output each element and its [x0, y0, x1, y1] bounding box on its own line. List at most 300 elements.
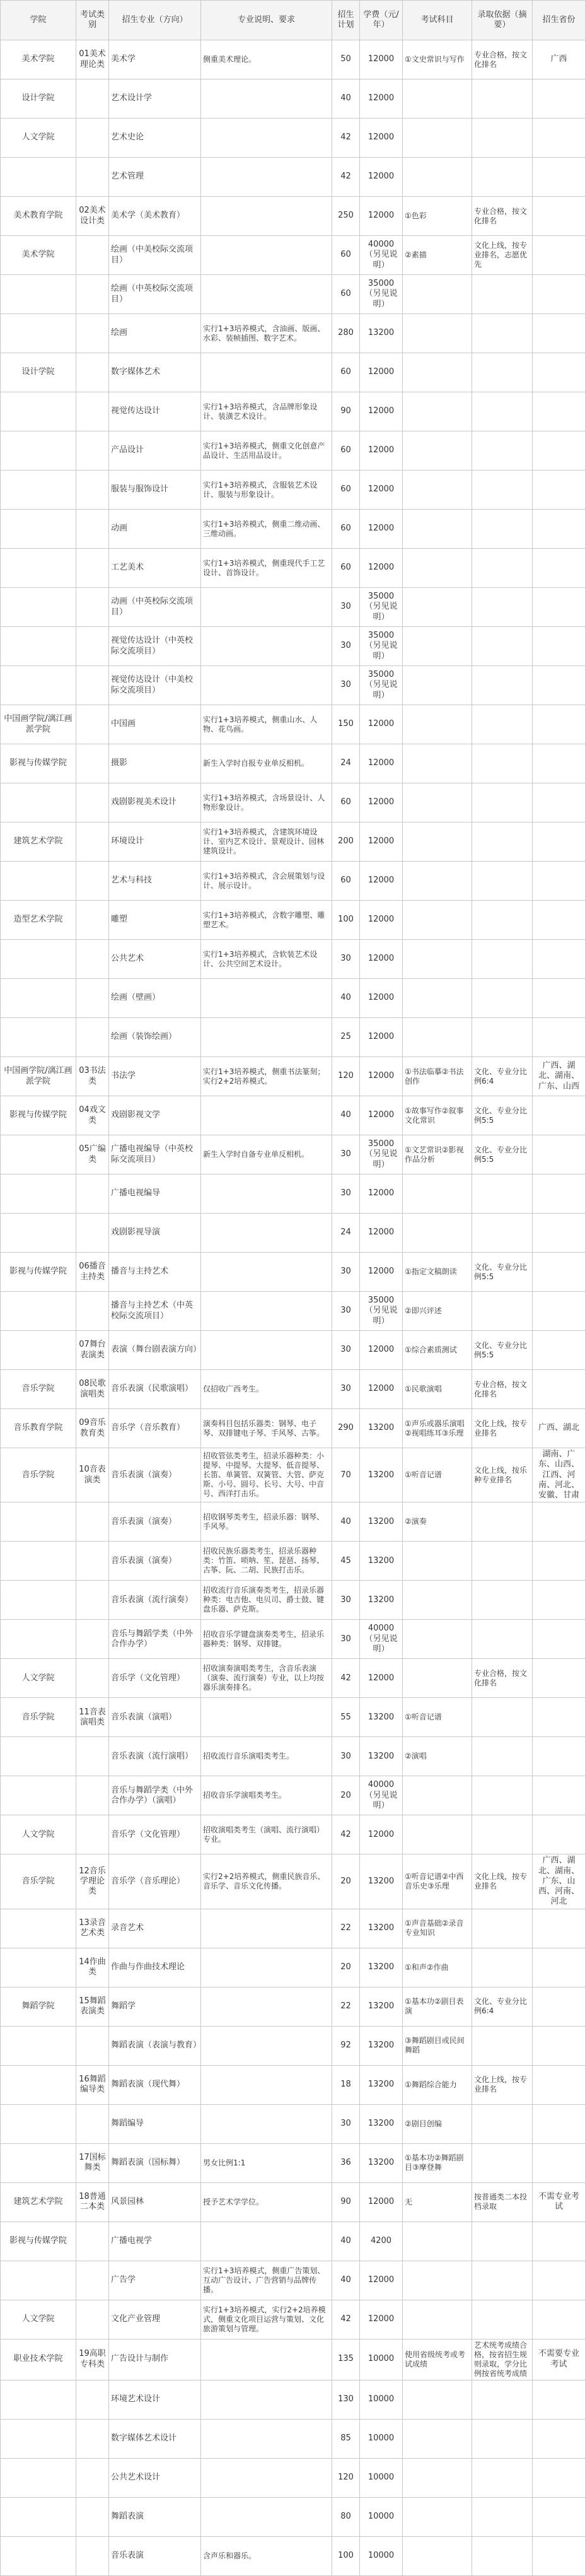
table-row [1, 1502, 585, 1542]
description-cell: 实行1+3培养模式，含服装艺术设计、服装与形象设计。 [201, 471, 332, 510]
table-row [1, 2182, 585, 2222]
description-cell [201, 979, 332, 1018]
provinces-cell: 广西、湖北 [533, 1409, 585, 1448]
tuition-cell: 12000 [360, 1331, 403, 1370]
table-row [1, 2143, 585, 2182]
exam-category-cell [76, 2104, 109, 2143]
major-cell: 雕塑 [109, 901, 201, 940]
exam-category-cell [76, 2419, 109, 2458]
admission-basis-cell [472, 979, 533, 1018]
exam-subjects-cell [403, 1776, 472, 1815]
provinces-cell [533, 1698, 585, 1737]
college-cell [1, 1776, 76, 1815]
table-row [1, 1409, 585, 1448]
exam-category-cell [76, 2380, 109, 2419]
admission-basis-cell [472, 744, 533, 783]
exam-category-cell [76, 510, 109, 549]
provinces-cell [533, 744, 585, 783]
header-cell: 专业说明、要求 [201, 1, 332, 40]
exam-subjects-cell: ①声乐或器乐演唱②视唱练耳③乐理 [403, 1409, 472, 1448]
tuition-cell: 12000 [360, 940, 403, 979]
college-cell: 音乐学院 [1, 1854, 76, 1909]
tuition-cell: 12000 [360, 1815, 403, 1854]
table-row [1, 1698, 585, 1737]
admission-basis-cell: 按普通类二本投档录取 [472, 2182, 533, 2222]
college-cell [1, 2143, 76, 2182]
major-cell: 环境艺术设计 [109, 2380, 201, 2419]
major-cell: 绘画（中英校际交流项目） [109, 275, 201, 314]
admission-basis-cell: 文化、专业分比例6:4 [472, 1057, 533, 1096]
tuition-cell: 40000（另见说明） [360, 1776, 403, 1815]
exam-subjects-cell [403, 510, 472, 549]
tuition-cell: 12000 [360, 119, 403, 158]
provinces-cell [533, 1542, 585, 1581]
tuition-cell: 13200 [360, 2104, 403, 2143]
provinces-cell [533, 2497, 585, 2536]
college-cell [1, 1174, 76, 1214]
table-row [1, 1542, 585, 1581]
major-cell: 美术学（美术教育） [109, 197, 201, 236]
college-cell: 人文学院 [1, 1659, 76, 1698]
description-cell [201, 588, 332, 627]
plan-cell: 30 [332, 1620, 360, 1659]
exam-category-cell [76, 744, 109, 783]
description-cell [201, 666, 332, 705]
table-row [1, 1620, 585, 1659]
exam-category-cell [76, 1581, 109, 1620]
plan-cell: 50 [332, 40, 360, 79]
admission-basis-cell [472, 1737, 533, 1776]
college-cell: 音乐教育学院 [1, 1409, 76, 1448]
college-cell: 设计学院 [1, 353, 76, 392]
college-cell: 建筑艺术学院 [1, 823, 76, 862]
table-row [1, 2300, 585, 2339]
admission-basis-cell [472, 1776, 533, 1815]
exam-subjects-cell: ①书法临摹②书法创作 [403, 1057, 472, 1096]
provinces-cell [533, 2104, 585, 2143]
provinces-cell [533, 1331, 585, 1370]
exam-category-cell: 17国标舞类 [76, 2143, 109, 2182]
exam-subjects-cell [403, 549, 472, 588]
provinces-cell [533, 431, 585, 471]
major-cell: 音乐表演（民歌演唱） [109, 1370, 201, 1409]
plan-cell: 30 [332, 1253, 360, 1292]
provinces-cell: 不需专业考试 [533, 2182, 585, 2222]
table-row [1, 862, 585, 901]
college-cell [1, 1135, 76, 1174]
description-cell: 实行1+3培养模式，侧重现代手工艺设计、首饰设计。 [201, 549, 332, 588]
table-row [1, 2339, 585, 2380]
description-cell: 招收演奏演唱类考生，含音乐表演（演奏、流行演奏）专业，以上均按器乐演奏排名。 [201, 1659, 332, 1698]
major-cell: 音乐表演（演奏） [109, 1502, 201, 1542]
major-cell: 音乐表演（流行演奏） [109, 1581, 201, 1620]
description-cell [201, 1987, 332, 2026]
exam-subjects-cell: ①指定文稿朗读 [403, 1253, 472, 1292]
tuition-cell: 13200 [360, 1737, 403, 1776]
exam-subjects-cell: ②演唱 [403, 1737, 472, 1776]
major-cell: 作曲与作曲技术理论 [109, 1948, 201, 1987]
tuition-cell: 12000 [360, 471, 403, 510]
description-cell [201, 2065, 332, 2104]
description-cell [201, 1331, 332, 1370]
tuition-cell: 13200 [360, 2143, 403, 2182]
plan-cell: 290 [332, 1409, 360, 1448]
exam-subjects-cell: ①综合素质测试 [403, 1331, 472, 1370]
exam-category-cell [76, 979, 109, 1018]
table-row [1, 744, 585, 783]
exam-subjects-cell: ①文艺常识②影视作品分析 [403, 1135, 472, 1174]
plan-cell: 60 [332, 431, 360, 471]
exam-subjects-cell: ①舞蹈综合能力 [403, 2065, 472, 2104]
exam-subjects-cell: ②即兴评述 [403, 1292, 472, 1331]
description-cell [201, 236, 332, 275]
tuition-cell: 12000 [360, 1057, 403, 1096]
provinces-cell [533, 862, 585, 901]
exam-category-cell [76, 2300, 109, 2339]
plan-cell: 20 [332, 1776, 360, 1815]
provinces-cell [533, 979, 585, 1018]
plan-cell: 30 [332, 1331, 360, 1370]
college-cell [1, 471, 76, 510]
exam-subjects-cell [403, 1581, 472, 1620]
table-row [1, 1214, 585, 1253]
major-cell: 舞蹈表演（国标舞） [109, 2143, 201, 2182]
provinces-cell [533, 2222, 585, 2261]
admission-basis-cell [472, 549, 533, 588]
admission-basis-cell: 文化上线，按专业排名 [472, 1854, 533, 1909]
major-cell: 广告设计与制作 [109, 2339, 201, 2380]
exam-subjects-cell [403, 823, 472, 862]
admission-basis-cell: 文化上线，按专业排名，志愿优先 [472, 236, 533, 275]
exam-category-cell [76, 1174, 109, 1214]
college-cell [1, 979, 76, 1018]
admission-basis-cell [472, 510, 533, 549]
tuition-cell: 13200 [360, 1909, 403, 1948]
college-cell [1, 862, 76, 901]
header-cell: 学院 [1, 1, 76, 40]
college-cell: 人文学院 [1, 2300, 76, 2339]
major-cell: 戏剧影视美术设计 [109, 783, 201, 823]
college-cell [1, 2026, 76, 2065]
tuition-cell: 10000 [360, 2419, 403, 2458]
admission-basis-cell [472, 2458, 533, 2497]
description-cell: 含声乐和器乐。 [201, 2536, 332, 2575]
college-cell: 音乐学院 [1, 1448, 76, 1502]
major-cell: 戏剧影视文学 [109, 1096, 201, 1135]
exam-subjects-cell: ①文史常识与写作 [403, 40, 472, 79]
major-cell: 音乐表演（演奏） [109, 1542, 201, 1581]
college-cell [1, 1948, 76, 1987]
exam-subjects-cell [403, 666, 472, 705]
plan-cell: 30 [332, 1135, 360, 1174]
plan-cell: 30 [332, 588, 360, 627]
table-row [1, 510, 585, 549]
plan-cell: 30 [332, 666, 360, 705]
description-cell [201, 2104, 332, 2143]
provinces-cell [533, 1815, 585, 1854]
description-cell [201, 2458, 332, 2497]
major-cell: 音乐学（音乐理论） [109, 1854, 201, 1909]
table-row [1, 549, 585, 588]
plan-cell: 60 [332, 549, 360, 588]
provinces-cell [533, 1370, 585, 1409]
exam-subjects-cell [403, 1214, 472, 1253]
provinces-cell [533, 2143, 585, 2182]
description-cell: 实行1+3培养模式，含品牌形象设计、装潢艺术设计。 [201, 392, 332, 431]
exam-subjects-cell: ①声音基础②录音专业知识 [403, 1909, 472, 1948]
header-cell: 招生省份 [533, 1, 585, 40]
provinces-cell [533, 197, 585, 236]
provinces-cell [533, 275, 585, 314]
tuition-cell: 13200 [360, 1854, 403, 1909]
table-row [1, 119, 585, 158]
provinces-cell [533, 314, 585, 353]
exam-subjects-cell: ②素描 [403, 236, 472, 275]
exam-category-cell: 13录音艺术类 [76, 1909, 109, 1948]
exam-subjects-cell [403, 588, 472, 627]
tuition-cell: 12000 [360, 744, 403, 783]
major-cell: 音乐学（音乐教育） [109, 1409, 201, 1448]
description-cell [201, 627, 332, 666]
college-cell [1, 1331, 76, 1370]
college-cell [1, 2458, 76, 2497]
college-cell [1, 392, 76, 431]
plan-cell: 42 [332, 158, 360, 197]
table-row [1, 275, 585, 314]
provinces-cell: 广西、湖北、湖南、广东、山西 [533, 1057, 585, 1096]
college-cell [1, 510, 76, 549]
description-cell [201, 1698, 332, 1737]
major-cell: 艺术与科技 [109, 862, 201, 901]
plan-cell: 36 [332, 2143, 360, 2182]
plan-cell: 30 [332, 2104, 360, 2143]
table-row [1, 1448, 585, 1502]
tuition-cell: 13200 [360, 2065, 403, 2104]
table-row [1, 236, 585, 275]
major-cell: 广播电视编导（中英校际交流项目） [109, 1135, 201, 1174]
tuition-cell: 35000（另见说明） [360, 1292, 403, 1331]
description-cell: 招收音乐学键盘演奏类考生，招录乐器种类：钢琴、双排键。 [201, 1620, 332, 1659]
college-cell: 建筑艺术学院 [1, 2182, 76, 2222]
major-cell: 中国画 [109, 705, 201, 744]
plan-cell: 24 [332, 744, 360, 783]
exam-subjects-cell [403, 1620, 472, 1659]
admission-basis-cell [472, 2222, 533, 2261]
description-cell [201, 1909, 332, 1948]
admission-basis-cell [472, 471, 533, 510]
description-cell [201, 2222, 332, 2261]
major-cell: 艺术管理 [109, 158, 201, 197]
plan-cell: 250 [332, 197, 360, 236]
exam-category-cell [76, 940, 109, 979]
table-row [1, 2065, 585, 2104]
major-cell: 动画 [109, 510, 201, 549]
exam-category-cell: 16舞蹈编导类 [76, 2065, 109, 2104]
college-cell [1, 2497, 76, 2536]
exam-category-cell [76, 1292, 109, 1331]
exam-category-cell [76, 1502, 109, 1542]
major-cell: 舞蹈表演（表演与教育） [109, 2026, 201, 2065]
admission-basis-cell: 专业合格，按文化排名 [472, 1659, 533, 1698]
tuition-cell: 13200 [360, 1698, 403, 1737]
description-cell: 实行1+3培养模式，侧重二维动画、三维动画。 [201, 510, 332, 549]
exam-category-cell [76, 823, 109, 862]
exam-category-cell [76, 666, 109, 705]
college-cell [1, 2104, 76, 2143]
table-row [1, 1815, 585, 1854]
provinces-cell [533, 1018, 585, 1057]
exam-subjects-cell: ①色彩 [403, 197, 472, 236]
admission-basis-cell: 文化上线，按乐种专业排名 [472, 1448, 533, 1502]
plan-cell: 85 [332, 2419, 360, 2458]
provinces-cell [533, 1292, 585, 1331]
college-cell: 影视与传媒学院 [1, 744, 76, 783]
tuition-cell: 12000 [360, 158, 403, 197]
exam-subjects-cell [403, 2380, 472, 2419]
table-row [1, 783, 585, 823]
description-cell: 招收民族乐器类考生，招录乐器种类：竹笛、唢呐、笙、琵琶、扬琴、古筝、阮、二胡、民族打击乐。 [201, 1542, 332, 1581]
description-cell: 实行1+3培养模式，侧重广告策划、互动广告设计、广告营销与品牌传播。 [201, 2261, 332, 2300]
exam-category-cell: 10音表演类 [76, 1448, 109, 1502]
major-cell: 广告学 [109, 2261, 201, 2300]
college-cell: 舞蹈学院 [1, 1987, 76, 2026]
description-cell: 实行1+3培养模式，含场景设计、人物形象设计。 [201, 783, 332, 823]
plan-cell: 150 [332, 705, 360, 744]
exam-category-cell [76, 2222, 109, 2261]
major-cell: 舞蹈学 [109, 1987, 201, 2026]
plan-cell: 30 [332, 1292, 360, 1331]
exam-subjects-cell: ③舞蹈剧目或民间舞蹈 [403, 2026, 472, 2065]
exam-category-cell: 04戏文类 [76, 1096, 109, 1135]
college-cell [1, 1542, 76, 1581]
major-cell: 舞蹈表演 [109, 2497, 201, 2536]
tuition-cell: 12000 [360, 79, 403, 119]
provinces-cell [533, 471, 585, 510]
admission-basis-cell [472, 862, 533, 901]
admission-basis-cell: 专业合格，按文化排名 [472, 1370, 533, 1409]
tuition-cell: 12000 [360, 1174, 403, 1214]
plan-cell: 90 [332, 392, 360, 431]
plan-cell: 120 [332, 2458, 360, 2497]
plan-cell: 40 [332, 79, 360, 119]
exam-subjects-cell [403, 901, 472, 940]
major-cell: 播音与主持艺术（中英校际交流项目） [109, 1292, 201, 1331]
exam-category-cell [76, 783, 109, 823]
exam-category-cell [76, 236, 109, 275]
plan-cell: 40 [332, 2261, 360, 2300]
admission-basis-cell: 文化上线，按专业排名 [472, 2065, 533, 2104]
admission-basis-cell [472, 1948, 533, 1987]
provinces-cell [533, 901, 585, 940]
admission-basis-cell: 文化、专业分比例5:5 [472, 1253, 533, 1292]
exam-category-cell [76, 1620, 109, 1659]
description-cell: 仅招收广西考生。 [201, 1370, 332, 1409]
table-row [1, 2026, 585, 2065]
college-cell: 美术学院 [1, 40, 76, 79]
admission-basis-cell [472, 666, 533, 705]
college-cell [1, 1502, 76, 1542]
plan-cell: 60 [332, 471, 360, 510]
table-row [1, 823, 585, 862]
plan-cell: 42 [332, 1659, 360, 1698]
exam-category-cell: 14作曲类 [76, 1948, 109, 1987]
plan-cell: 25 [332, 1018, 360, 1057]
major-cell: 舞蹈表演（现代舞） [109, 2065, 201, 2104]
table-row [1, 588, 585, 627]
header-cell: 录取依据（摘要） [472, 1, 533, 40]
plan-cell: 100 [332, 2536, 360, 2575]
admission-basis-cell [472, 705, 533, 744]
admission-basis-cell: 文化、专业分比例5:5 [472, 1096, 533, 1135]
tuition-cell: 35000（另见说明） [360, 627, 403, 666]
plan-cell: 22 [332, 1909, 360, 1948]
table-body [1, 40, 585, 2576]
admission-basis-cell: 专业合格，按文化排名 [472, 197, 533, 236]
exam-subjects-cell [403, 2419, 472, 2458]
provinces-cell [533, 79, 585, 119]
college-cell [1, 627, 76, 666]
tuition-cell: 40000（另见说明） [360, 1620, 403, 1659]
major-cell: 动画（中英校际交流项目） [109, 588, 201, 627]
provinces-cell [533, 705, 585, 744]
provinces-cell [533, 588, 585, 627]
exam-subjects-cell: ①听音记谱 [403, 1448, 472, 1502]
college-cell: 中国画学院/漓江画派学院 [1, 1057, 76, 1096]
exam-subjects-cell [403, 783, 472, 823]
tuition-cell: 12000 [360, 823, 403, 862]
admission-basis-cell [472, 275, 533, 314]
table-row [1, 197, 585, 236]
table-row [1, 1581, 585, 1620]
provinces-cell [533, 2458, 585, 2497]
description-cell: 招收流行音乐演唱类考生。 [201, 1737, 332, 1776]
college-cell: 造型艺术学院 [1, 901, 76, 940]
description-cell: 实行1+3培养模式，侧重书法篆刻；实行2+2培养模式。 [201, 1057, 332, 1096]
college-cell [1, 1018, 76, 1057]
tuition-cell: 12000 [360, 1214, 403, 1253]
description-cell [201, 1018, 332, 1057]
provinces-cell: 不需要专业考试 [533, 2339, 585, 2380]
college-cell: 音乐学院 [1, 1370, 76, 1409]
exam-subjects-cell: ①听音记谱 [403, 1698, 472, 1737]
description-cell [201, 158, 332, 197]
exam-subjects-cell [403, 744, 472, 783]
table-row [1, 627, 585, 666]
admission-basis-cell [472, 1292, 533, 1331]
table-row [1, 1737, 585, 1776]
admission-basis-cell [472, 2026, 533, 2065]
exam-category-cell [76, 1542, 109, 1581]
college-cell: 人文学院 [1, 119, 76, 158]
exam-category-cell [76, 1018, 109, 1057]
exam-subjects-cell: ②剧目创编 [403, 2104, 472, 2143]
header-cell: 招生计划 [332, 1, 360, 40]
plan-cell: 60 [332, 353, 360, 392]
admission-basis-cell [472, 1815, 533, 1854]
provinces-cell [533, 2380, 585, 2419]
table-row [1, 1253, 585, 1292]
exam-category-cell: 03书法类 [76, 1057, 109, 1096]
admission-basis-cell [472, 314, 533, 353]
provinces-cell [533, 1096, 585, 1135]
college-cell [1, 549, 76, 588]
exam-subjects-cell [403, 705, 472, 744]
major-cell: 公共艺术设计 [109, 2458, 201, 2497]
table-row [1, 1776, 585, 1815]
college-cell [1, 1214, 76, 1253]
exam-subjects-cell [403, 471, 472, 510]
college-cell: 影视与传媒学院 [1, 1096, 76, 1135]
